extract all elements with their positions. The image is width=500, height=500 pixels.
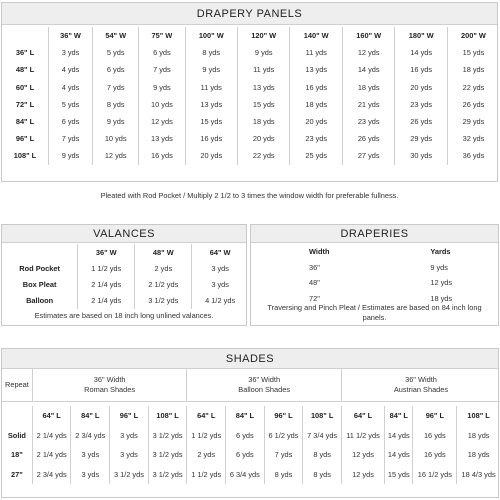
row-label: 108" L bbox=[13, 151, 37, 161]
shade-group-line1: 36" Width bbox=[93, 375, 126, 384]
column-header: 84" L bbox=[226, 406, 265, 426]
table-cell: 3 yds bbox=[71, 445, 110, 465]
table-row bbox=[2, 79, 499, 96]
column-header: 96" L bbox=[413, 406, 457, 426]
table-cell: 2 1/4 yds bbox=[32, 445, 71, 465]
table-cell: 9 yds bbox=[185, 61, 237, 78]
table-row bbox=[2, 465, 500, 485]
table-cell: 8 yds bbox=[93, 96, 139, 113]
corner-cell bbox=[2, 244, 78, 260]
table-cell: 23 yds bbox=[290, 130, 342, 147]
table-cell: 30 yds bbox=[395, 147, 447, 164]
table-cell: 18 4/3 yds bbox=[457, 465, 500, 485]
table-cell: 3 yds bbox=[192, 260, 248, 276]
table-cell: 8 yds bbox=[303, 445, 342, 465]
table-cell: 16 yds bbox=[290, 79, 342, 96]
table-row bbox=[251, 260, 500, 276]
draperies-header-row bbox=[251, 244, 500, 260]
table-cell: 10 yds bbox=[139, 96, 185, 113]
column-header: 200" W bbox=[447, 27, 499, 44]
table-cell: 2 1/2 yds bbox=[135, 276, 192, 292]
table-cell: 16 1/2 yds bbox=[413, 465, 457, 485]
table-cell: 8 yds bbox=[303, 465, 342, 485]
table-cell: 9 yds bbox=[48, 147, 92, 164]
table-cell: 29 yds bbox=[395, 130, 447, 147]
table-cell: 21 yds bbox=[342, 96, 394, 113]
shade-group-line2: Balloon Shades bbox=[238, 385, 291, 394]
table-cell: 16 yds bbox=[413, 445, 457, 465]
table-cell: 3 1/2 yds bbox=[110, 465, 149, 485]
table-cell: 6 yds bbox=[139, 44, 185, 61]
table-cell: 15 yds bbox=[385, 465, 413, 485]
column-header: 48" W bbox=[135, 244, 192, 260]
table-cell: 2 3/4 yds bbox=[71, 426, 110, 446]
row-label: 72" L bbox=[15, 99, 35, 109]
table-cell: 18 yds bbox=[238, 113, 290, 130]
table-cell: 22 yds bbox=[447, 79, 499, 96]
table-cell: 1 1/2 yds bbox=[187, 426, 226, 446]
table-cell: 10 yds bbox=[93, 130, 139, 147]
table-cell: 7 yds bbox=[48, 130, 92, 147]
table-cell: 7 3/4 yds bbox=[303, 426, 342, 446]
table-cell: 26 yds bbox=[342, 130, 394, 147]
column-header: 75" W bbox=[139, 27, 185, 44]
shade-group-line1: 36" Width bbox=[405, 375, 437, 384]
shades-header-row bbox=[2, 406, 500, 426]
table-cell: 26 yds bbox=[395, 113, 447, 130]
width-cell: 48" bbox=[309, 278, 320, 288]
row-label: 48" L bbox=[15, 65, 35, 75]
valances-grid bbox=[2, 244, 248, 309]
valances-note: Estimates are based on 18 inch long unlined valances. bbox=[34, 311, 214, 320]
draperies-grid bbox=[251, 244, 500, 306]
table-row bbox=[2, 130, 499, 147]
column-header: 36" W bbox=[78, 244, 135, 260]
yards-cell: 18 yds bbox=[430, 293, 453, 303]
table-cell: 16 yds bbox=[413, 426, 457, 446]
row-label: Solid bbox=[7, 430, 26, 440]
table-cell: 3 1/2 yds bbox=[135, 293, 192, 309]
table-cell: 7 yds bbox=[264, 445, 303, 465]
table-cell: 2 yds bbox=[135, 260, 192, 276]
column-header: 140" W bbox=[290, 27, 342, 44]
table-cell: 32 yds bbox=[447, 130, 499, 147]
drapery-panels-grid bbox=[2, 27, 499, 165]
column-header: 120" W bbox=[238, 27, 290, 44]
table-cell: 9 yds bbox=[93, 113, 139, 130]
table-cell: 11 yds bbox=[290, 44, 342, 61]
row-label: 27" bbox=[11, 469, 23, 479]
table-cell: 15 yds bbox=[447, 44, 499, 61]
column-header: 96" L bbox=[110, 406, 149, 426]
draperies-table bbox=[250, 224, 499, 326]
table-cell: 23 yds bbox=[342, 113, 394, 130]
draperies-title: DRAPERIES bbox=[251, 225, 498, 243]
table-cell: 8 yds bbox=[185, 44, 237, 61]
width-cell: 36" bbox=[309, 262, 320, 272]
table-cell: 3 1/2 yds bbox=[148, 426, 187, 446]
draperies-note: Traversing and Pinch Pleat / Estimates are based on 84 inch long panels. bbox=[267, 303, 482, 322]
column-header: 36" W bbox=[48, 27, 92, 44]
column-header: 64" L bbox=[187, 406, 226, 426]
table-cell: 9 yds bbox=[238, 44, 290, 61]
table-row bbox=[2, 147, 499, 164]
table-cell: 14 yds bbox=[385, 426, 413, 446]
column-header: 54" W bbox=[93, 27, 139, 44]
table-cell: 18 yds bbox=[457, 445, 500, 465]
table-cell: 13 yds bbox=[238, 79, 290, 96]
yards-cell: 9 yds bbox=[430, 262, 448, 272]
row-label: 36" L bbox=[15, 48, 35, 58]
yards-cell: 12 yds bbox=[430, 278, 453, 288]
table-cell: 18 yds bbox=[457, 426, 500, 446]
table-cell: 20 yds bbox=[395, 79, 447, 96]
table-cell: 4 1/2 yds bbox=[192, 293, 248, 309]
table-cell: 6 yds bbox=[48, 113, 92, 130]
shades-grid bbox=[2, 369, 500, 484]
table-row bbox=[2, 44, 499, 61]
shades-title: SHADES bbox=[2, 349, 498, 369]
column-header: 64" W bbox=[192, 244, 248, 260]
shade-group-line2: Austrian Shades bbox=[393, 385, 449, 394]
table-cell: 6 yds bbox=[226, 426, 265, 446]
row-label: 18" bbox=[11, 450, 23, 460]
row-label: Rod Pocket bbox=[19, 263, 60, 273]
shades-table bbox=[1, 348, 499, 498]
yards-header: Yards bbox=[430, 247, 451, 257]
table-row bbox=[2, 293, 248, 309]
column-header: 108" L bbox=[303, 406, 342, 426]
table-row bbox=[251, 275, 500, 291]
row-label: Balloon bbox=[26, 296, 54, 306]
table-cell: 2 yds bbox=[187, 445, 226, 465]
row-label: 84" L bbox=[15, 117, 35, 127]
table-row bbox=[2, 96, 499, 113]
table-cell: 7 yds bbox=[93, 79, 139, 96]
table-cell: 6 1/2 yds bbox=[264, 426, 303, 446]
shades-group-row bbox=[2, 369, 500, 402]
table-cell: 23 yds bbox=[395, 96, 447, 113]
table-cell: 26 yds bbox=[447, 96, 499, 113]
corner-cell bbox=[2, 406, 32, 426]
table-cell: 13 yds bbox=[185, 96, 237, 113]
column-header: 108" L bbox=[148, 406, 187, 426]
valances-header-row bbox=[2, 244, 248, 260]
table-cell: 18 yds bbox=[447, 61, 499, 78]
shade-group-header bbox=[341, 369, 500, 402]
table-cell: 16 yds bbox=[185, 130, 237, 147]
drapery-panels-table bbox=[1, 2, 498, 200]
table-cell: 5 yds bbox=[93, 44, 139, 61]
table-cell: 3 yds bbox=[110, 445, 149, 465]
table-cell: 20 yds bbox=[185, 147, 237, 164]
table-cell: 3 1/2 yds bbox=[148, 445, 187, 465]
shade-group-header bbox=[187, 369, 342, 402]
shade-group-line1: 36" Width bbox=[248, 375, 281, 384]
row-label: Box Pleat bbox=[22, 279, 57, 289]
table-cell: 14 yds bbox=[395, 44, 447, 61]
table-cell: 29 yds bbox=[447, 113, 499, 130]
drapery-panels-header-row bbox=[2, 27, 499, 44]
table-cell: 14 yds bbox=[385, 445, 413, 465]
table-cell: 7 yds bbox=[139, 61, 185, 78]
table-cell: 9 yds bbox=[139, 79, 185, 96]
shade-group-header bbox=[32, 369, 187, 402]
table-cell: 15 yds bbox=[185, 113, 237, 130]
table-cell: 22 yds bbox=[238, 147, 290, 164]
column-header: 64" L bbox=[32, 406, 71, 426]
table-row bbox=[2, 426, 500, 446]
table-cell: 13 yds bbox=[139, 130, 185, 147]
table-cell: 5 yds bbox=[48, 96, 92, 113]
table-cell: 4 yds bbox=[48, 61, 92, 78]
valances-table bbox=[1, 224, 247, 326]
table-cell: 13 yds bbox=[290, 61, 342, 78]
width-header: Width bbox=[309, 247, 330, 257]
table-cell: 6 yds bbox=[226, 445, 265, 465]
repeat-label: Repeat bbox=[5, 380, 29, 389]
table-cell: 25 yds bbox=[290, 147, 342, 164]
table-cell: 3 yds bbox=[71, 465, 110, 485]
table-cell: 12 yds bbox=[341, 445, 384, 465]
drapery-panels-title: DRAPERY PANELS bbox=[2, 3, 497, 25]
width-cell: 72" bbox=[309, 293, 320, 303]
table-cell: 1 1/2 yds bbox=[187, 465, 226, 485]
table-cell: 11 1/2 yds bbox=[341, 426, 384, 446]
drapery-panels-note: Pleated with Rod Pocket / Multiply 2 1/2 to 3 times the window width for preferable fullness. bbox=[100, 191, 399, 200]
table-cell: 8 yds bbox=[264, 465, 303, 485]
table-cell: 15 yds bbox=[238, 96, 290, 113]
table-row bbox=[2, 276, 248, 292]
table-cell: 12 yds bbox=[342, 44, 394, 61]
table-cell: 3 yds bbox=[110, 426, 149, 446]
table-cell: 18 yds bbox=[342, 79, 394, 96]
table-cell: 14 yds bbox=[342, 61, 394, 78]
table-cell: 6 3/4 yds bbox=[226, 465, 265, 485]
table-row bbox=[2, 445, 500, 465]
table-cell: 2 1/4 yds bbox=[78, 293, 135, 309]
column-header: 64" L bbox=[341, 406, 384, 426]
table-cell: 20 yds bbox=[290, 113, 342, 130]
table-cell: 3 yds bbox=[48, 44, 92, 61]
column-header: 108" L bbox=[457, 406, 500, 426]
corner-cell bbox=[2, 27, 48, 44]
table-cell: 3 1/2 yds bbox=[148, 465, 187, 485]
column-header: 100" W bbox=[185, 27, 237, 44]
table-cell: 20 yds bbox=[238, 130, 290, 147]
column-header: 84" L bbox=[71, 406, 110, 426]
table-cell: 36 yds bbox=[447, 147, 499, 164]
row-label: 96" L bbox=[15, 134, 35, 144]
table-cell: 27 yds bbox=[342, 147, 394, 164]
table-cell: 12 yds bbox=[139, 113, 185, 130]
table-row bbox=[2, 260, 248, 276]
column-header: 160" W bbox=[342, 27, 394, 44]
table-cell: 1 1/2 yds bbox=[78, 260, 135, 276]
table-cell: 16 yds bbox=[395, 61, 447, 78]
table-row bbox=[2, 61, 499, 78]
table-row bbox=[2, 113, 499, 130]
table-cell: 4 yds bbox=[48, 79, 92, 96]
table-cell: 12 yds bbox=[341, 465, 384, 485]
table-cell: 2 3/4 yds bbox=[32, 465, 71, 485]
table-cell: 6 yds bbox=[93, 61, 139, 78]
table-cell: 2 1/4 yds bbox=[78, 276, 135, 292]
table-cell: 2 1/4 yds bbox=[32, 426, 71, 446]
row-label: 60" L bbox=[15, 82, 35, 92]
valances-title: VALANCES bbox=[2, 225, 246, 243]
table-cell: 16 yds bbox=[139, 147, 185, 164]
table-cell: 11 yds bbox=[238, 61, 290, 78]
column-header: 96" L bbox=[264, 406, 303, 426]
table-cell: 12 yds bbox=[93, 147, 139, 164]
column-header: 180" W bbox=[395, 27, 447, 44]
table-cell: 11 yds bbox=[185, 79, 237, 96]
shade-group-line2: Roman Shades bbox=[84, 385, 136, 394]
table-cell: 3 yds bbox=[192, 276, 248, 292]
table-cell: 18 yds bbox=[290, 96, 342, 113]
column-header: 84" L bbox=[385, 406, 413, 426]
